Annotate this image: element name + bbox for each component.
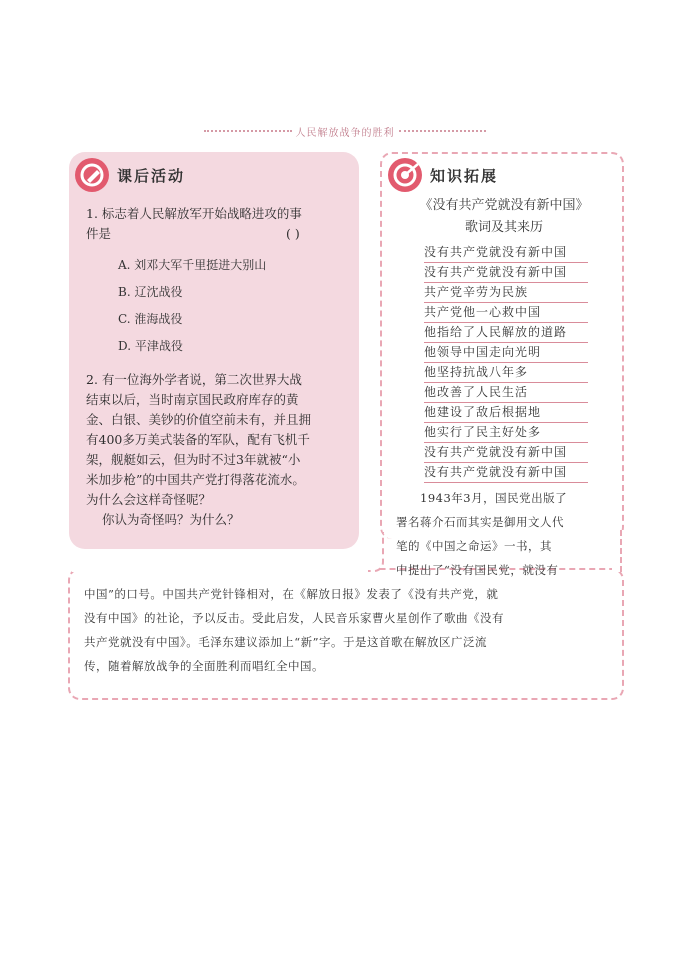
border-mask-right [612, 530, 626, 572]
header-dots-right [399, 130, 487, 132]
lyric-line: 没有共产党就没有新中国 [424, 263, 588, 283]
q2-line8: 你认为奇怪吗？为什么？ [102, 512, 240, 527]
lyric-line: 他实行了民主好处多 [424, 423, 588, 443]
q2-line6: 米加步枪”的中国共产党打得落花流水。 [86, 472, 305, 487]
knowledge-header [388, 158, 498, 192]
lyric-line: 他改善了人民生活 [424, 383, 588, 403]
history-para-line: 传，随着解放战争的全面胜利而唱红全中国。 [84, 659, 324, 673]
knowledge-title: 知识拓展 [430, 166, 499, 185]
lyric-line: 没有共产党就没有新中国 [424, 443, 588, 463]
q2-line5: 架，舰艇如云，但为时不过3年就被“小 [86, 452, 301, 467]
lyric-line: 他建设了敌后根据地 [424, 403, 588, 423]
lyric-line: 共产党他一心救中国 [424, 303, 588, 323]
right-border-join [620, 530, 622, 572]
history-para-line: 没有中国》的社论，予以反击。受此启发，人民音乐家曹火星创作了歌曲《没有 [84, 611, 504, 625]
song-subtitle: 歌词及其来历 [464, 220, 543, 235]
lyric-line: 他领导中国走向光明 [424, 343, 588, 363]
history-para-line: 署名蒋介石而其实是御用文人代 [396, 515, 564, 529]
song-title: 《没有共产党就没有新中国》 [419, 198, 589, 213]
q2-line7: 为什么会这样奇怪呢？ [86, 492, 212, 507]
q2-line2: 结束以后，当时南京国民政府库存的黄 [86, 392, 299, 407]
activity-title: 课后活动 [117, 166, 186, 185]
header-dots-left [204, 130, 292, 132]
lyric-line: 共产党辛劳为民族 [424, 283, 588, 303]
q1-option-b: B. 辽沈战役 [118, 285, 183, 299]
history-para-line: 笔的《中国之命运》一书，其 [396, 539, 552, 553]
border-connector [368, 532, 384, 572]
q1-option-d: D. 平津战役 [118, 339, 183, 353]
border-mask [72, 562, 378, 572]
q1-answer-blank: ( ) [286, 226, 300, 241]
q1-option-a: A. 刘邓大军千里挺进大别山 [118, 258, 267, 272]
history-para-line: 1943年3月，国民党出版了 [420, 491, 568, 505]
q2-line4: 有400多万美式装备的军队，配有飞机千 [86, 432, 310, 447]
activity-header [75, 158, 185, 192]
running-title: 人民解放战争的胜利 [295, 127, 395, 139]
lyric-line: 没有共产党就没有新中国 [424, 463, 588, 483]
running-header [200, 124, 490, 138]
lyric-line: 他指给了人民解放的道路 [424, 323, 588, 343]
lyric-line: 没有共产党就没有新中国 [424, 243, 588, 263]
history-para-line: 中提出了“没有国民党，就没有 [396, 563, 559, 577]
q1-line2: 件是 [86, 226, 112, 241]
knowledge-target-icon [388, 158, 422, 192]
history-para-line: 共产党就没有中国》。毛泽东建议添加上“新”字。于是这首歌在解放区广泛流 [84, 635, 488, 649]
q2-line3: 金、白银、美钞的价值空前未有，并且拥 [86, 412, 312, 427]
q1-option-c: C. 淮海战役 [118, 312, 183, 326]
q2-line1: 2. 有一位海外学者说，第二次世界大战 [86, 372, 302, 387]
lyric-line: 他坚持抗战八年多 [424, 363, 588, 383]
q1-line1: 1. 标志着人民解放军开始战略进攻的事 [86, 206, 302, 221]
history-para-line: 中国”的口号。中国共产党针锋相对，在《解放日报》发表了《没有共产党，就 [84, 587, 499, 601]
activity-pencil-icon [75, 158, 109, 192]
